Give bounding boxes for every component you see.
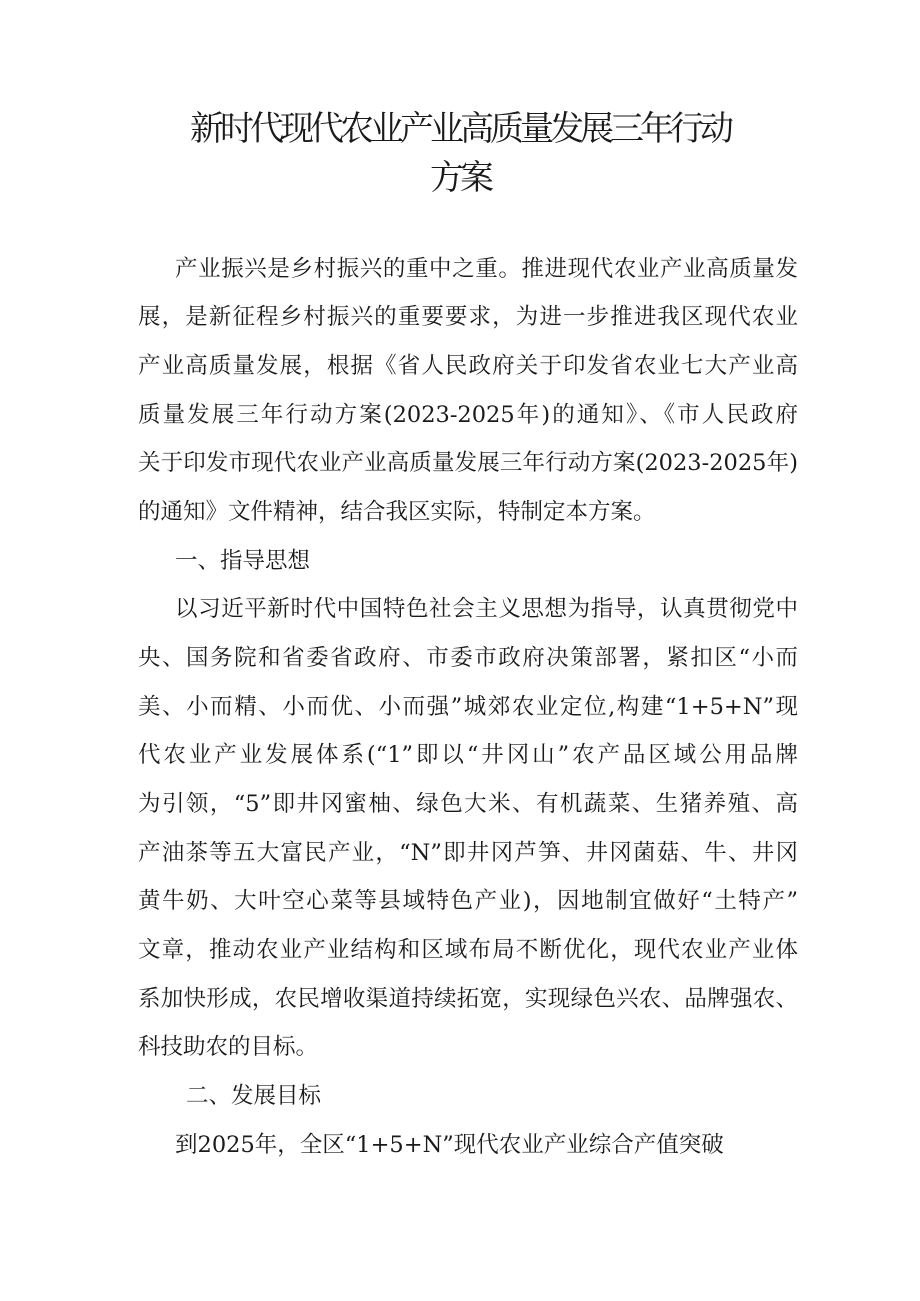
section1-line-10: 科技助农的目标。 (138, 1034, 319, 1060)
section1-line-3: 美、小而精、小而优、小而强”城郊农业定位,构建“1+5+N”现 (138, 694, 798, 720)
section1-line-1: 以习近平新时代中国特色社会主义思想为指导，认真贯彻党中 (175, 596, 798, 622)
intro-line-4: 质量发展三年行动方案(2023-2025年)的通知》、《市人民政府 (138, 402, 798, 428)
section1-line-6: 产油茶等五大富民产业，“N”即井冈芦笋、井冈菌菇、牛、井冈 (138, 840, 798, 866)
section-heading-development-goals: 二、发展目标 (186, 1083, 322, 1109)
intro-line-1: 产业振兴是乡村振兴的重中之重。推进现代农业产业高质量发 (175, 256, 798, 282)
section1-line-7: 黄牛奶、大叶空心菜等县域特色产业)，因地制宜做好“土特产” (138, 888, 798, 914)
section1-line-2: 央、国务院和省委省政府、市委市政府决策部署，紧扣区“小而 (138, 645, 798, 671)
intro-line-2: 展，是新征程乡村振兴的重要要求，为进一步推进我区现代农业 (138, 304, 798, 330)
intro-line-5: 关于印发市现代农业产业高质量发展三年行动方案(2023-2025年) (138, 450, 798, 476)
document-title-line-2: 方案 (430, 158, 490, 198)
section1-line-4: 代农业产业发展体系(“1”即以“井冈山”农产品区域公用品牌 (138, 742, 798, 768)
intro-line-6: 的通知》文件精神，结合我区实际，特制定本方案。 (138, 499, 656, 525)
document-title-line-1: 新时代现代农业产业高质量发展三年行动 (190, 109, 730, 149)
intro-line-3: 产业高质量发展，根据《省人民政府关于印发省农业七大产业高 (138, 353, 798, 379)
section1-line-9: 系加快形成，农民增收渠道持续拓宽，实现绿色兴农、品牌强农、 (138, 986, 798, 1012)
section-heading-guiding-thought: 一、指导思想 (175, 548, 311, 574)
section2-line-1: 到2025年，全区“1+5+N”现代农业产业综合产值突破 (175, 1132, 724, 1158)
section1-line-8: 文章，推动农业产业结构和区域布局不断优化，现代农业产业体 (138, 937, 798, 963)
section1-line-5: 为引领，“5”即井冈蜜柚、绿色大米、有机蔬菜、生猪养殖、高 (138, 791, 798, 817)
